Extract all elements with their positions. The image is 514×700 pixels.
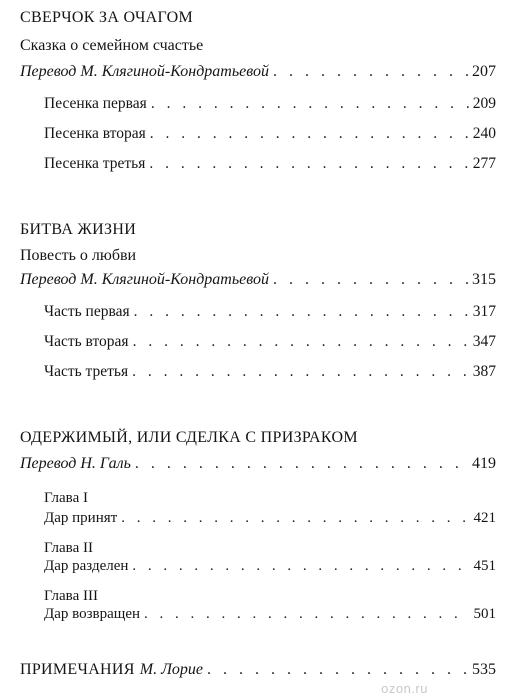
toc-subentry-label: Дар разделен [44, 558, 129, 574]
section-title [20, 220, 496, 240]
notes-author: М. Лорие [139, 661, 204, 678]
leader-dots [121, 508, 469, 528]
notes-label: ПРИМЕЧАНИЯ [20, 661, 135, 678]
toc-subentry-page: 501 [473, 606, 496, 622]
toc-subentry-label: Часть вторая [44, 333, 129, 350]
toc-subentry-page: 317 [472, 303, 496, 320]
toc-subentry[interactable] [44, 332, 496, 352]
leader-dots [135, 454, 468, 474]
toc-subentry[interactable] [44, 302, 496, 322]
toc-subentry-page: 209 [472, 95, 496, 112]
leader-dots [150, 124, 469, 144]
chapter-heading [44, 488, 496, 508]
toc-subentry-label: Дар принят [44, 510, 118, 526]
toc-subentry-label: Песенка третья [44, 155, 146, 172]
toc-entry-page: 419 [472, 455, 496, 472]
section-subtitle-text: Повесть о любви [20, 247, 137, 264]
toc-subentry-page: 387 [472, 363, 496, 380]
leader-dots [133, 332, 469, 352]
section-title-text: БИТВА ЖИЗНИ [20, 221, 137, 238]
section-subtitle-text: Сказка о семейном счастье [20, 37, 204, 54]
toc-entry-label: Перевод М. Клягиной-Кондратьевой [20, 63, 269, 80]
toc-subentry[interactable] [44, 362, 496, 382]
notes-page: 535 [472, 661, 496, 678]
section-title [20, 8, 496, 28]
toc-subentry-page: 240 [472, 125, 496, 142]
leader-dots [144, 604, 469, 624]
toc-subentry-label: Часть третья [44, 363, 129, 380]
section-subtitle [20, 36, 496, 56]
toc-subentry[interactable] [44, 556, 496, 576]
leader-dots [151, 94, 469, 114]
toc-entry-label: Перевод Н. Галь [20, 455, 131, 472]
chapter-heading-text: Глава II [44, 540, 93, 556]
leader-dots [207, 660, 468, 680]
toc-subentry-page: 421 [473, 510, 496, 526]
toc-subentry[interactable] [44, 604, 496, 624]
toc-entry-label: Перевод М. Клягиной-Кондратьевой [20, 271, 269, 288]
toc-entry-notes[interactable] [20, 660, 496, 680]
leader-dots [273, 270, 468, 290]
toc-entry-page: 315 [472, 271, 496, 288]
leader-dots [132, 556, 469, 576]
toc-subentry-page: 451 [473, 558, 496, 574]
toc-entry[interactable] [20, 454, 496, 474]
toc-subentry-label: Песенка вторая [44, 125, 146, 142]
chapter-heading [44, 586, 496, 606]
toc-entry[interactable] [20, 270, 496, 290]
section-title-text: СВЕРЧОК ЗА ОЧАГОМ [20, 9, 194, 26]
toc-subentry-page: 277 [472, 155, 496, 172]
chapter-heading [44, 538, 496, 558]
toc-entry[interactable] [20, 62, 496, 82]
watermark: ozon.ru [381, 681, 428, 696]
toc-subentry[interactable] [44, 94, 496, 114]
toc-entry-page: 207 [472, 63, 496, 80]
section-title [20, 428, 496, 448]
leader-dots [149, 154, 468, 174]
leader-dots [132, 362, 469, 382]
toc-subentry-page: 347 [472, 333, 496, 350]
leader-dots [273, 62, 468, 82]
chapter-heading-text: Глава III [44, 588, 98, 604]
chapter-heading-text: Глава I [44, 490, 88, 506]
toc-subentry-label: Дар возвращен [44, 606, 141, 622]
toc-subentry-label: Часть первая [44, 303, 130, 320]
toc-subentry[interactable] [44, 124, 496, 144]
toc-subentry[interactable] [44, 508, 496, 528]
toc-subentry[interactable] [44, 154, 496, 174]
section-title-text: ОДЕРЖИМЫЙ, ИЛИ СДЕЛКА С ПРИЗРАКОМ [20, 429, 358, 446]
table-of-contents [20, 0, 496, 700]
leader-dots [134, 302, 469, 322]
section-subtitle [20, 246, 496, 266]
toc-subentry-label: Песенка первая [44, 95, 147, 112]
